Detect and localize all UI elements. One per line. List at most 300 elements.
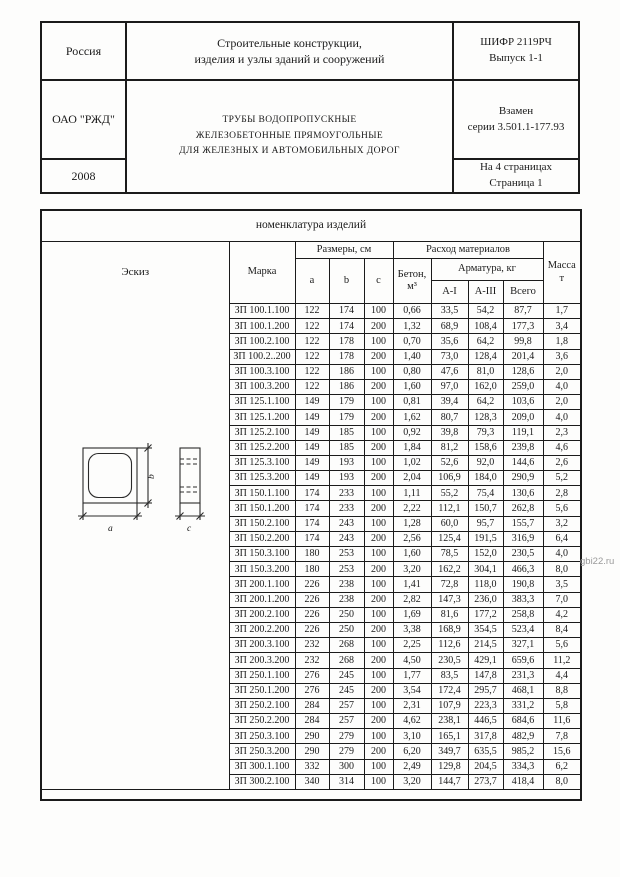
value-cell: 273,7	[468, 774, 503, 789]
col-header-b: b	[329, 259, 364, 304]
value-cell: 122	[295, 379, 329, 394]
value-cell: 149	[295, 455, 329, 470]
value-cell: 128,6	[503, 364, 543, 379]
value-cell: 243	[329, 531, 364, 546]
mark-cell: ЗП 125.1.200	[229, 410, 295, 425]
value-cell: 5,8	[543, 698, 581, 713]
value-cell: 147,8	[468, 668, 503, 683]
value-cell: 122	[295, 304, 329, 319]
value-cell: 1,02	[393, 455, 431, 470]
value-cell: 11,2	[543, 653, 581, 668]
value-cell: 200	[364, 744, 393, 759]
col-header-concrete	[393, 259, 431, 304]
value-cell: 214,5	[468, 638, 503, 653]
value-cell: 122	[295, 334, 329, 349]
value-cell: 165,1	[431, 729, 468, 744]
value-cell: 523,4	[503, 622, 543, 637]
value-cell: 200	[364, 622, 393, 637]
concrete-line2: м³	[407, 281, 417, 292]
mass-line2: т	[559, 272, 565, 284]
value-cell: 1,7	[543, 304, 581, 319]
value-cell: 35,6	[431, 334, 468, 349]
value-cell: 92,0	[468, 455, 503, 470]
value-cell: 2,82	[393, 592, 431, 607]
value-cell: 47,6	[431, 364, 468, 379]
value-cell: 2,56	[393, 531, 431, 546]
value-cell: 635,5	[468, 744, 503, 759]
value-cell: 314	[329, 774, 364, 789]
value-cell: 100	[364, 638, 393, 653]
document-title-cell	[126, 80, 453, 193]
value-cell: 200	[364, 349, 393, 364]
value-cell: 177,3	[503, 319, 543, 334]
value-cell: 4,62	[393, 714, 431, 729]
value-cell: 4,6	[543, 440, 581, 455]
mass-line1: Масса	[547, 260, 576, 272]
value-cell: 100	[364, 486, 393, 501]
value-cell: 200	[364, 440, 393, 455]
value-cell: 200	[364, 471, 393, 486]
value-cell: 100	[364, 607, 393, 622]
col-header-c: c	[364, 259, 393, 304]
value-cell: 250	[329, 622, 364, 637]
mark-cell: ЗП 125.3.200	[229, 471, 295, 486]
value-cell: 108,4	[468, 319, 503, 334]
value-cell: 2,8	[543, 486, 581, 501]
value-cell: 349,7	[431, 744, 468, 759]
value-cell: 340	[295, 774, 329, 789]
value-cell: 174	[329, 319, 364, 334]
value-cell: 253	[329, 547, 364, 562]
year-label: 2008	[71, 168, 96, 183]
value-cell: 39,4	[431, 395, 468, 410]
value-cell: 128,4	[468, 349, 503, 364]
value-cell: 4,50	[393, 653, 431, 668]
value-cell: 268	[329, 653, 364, 668]
replaces-cell	[453, 80, 579, 159]
value-cell: 11,6	[543, 714, 581, 729]
value-cell: 52,6	[431, 455, 468, 470]
nomenclature-table	[40, 209, 582, 801]
sketch-column-header: Эскиз	[121, 266, 150, 278]
value-cell: 184,0	[468, 471, 503, 486]
value-cell: 119,1	[503, 425, 543, 440]
value-cell: 144,6	[503, 455, 543, 470]
country-cell	[41, 22, 126, 80]
value-cell: 64,2	[468, 334, 503, 349]
value-cell: 0,70	[393, 334, 431, 349]
mark-cell: ЗП 300.2.100	[229, 774, 295, 789]
value-cell: 226	[295, 592, 329, 607]
value-cell: 100	[364, 455, 393, 470]
mark-cell: ЗП 300.1.100	[229, 759, 295, 774]
mark-cell: ЗП 150.3.100	[229, 547, 295, 562]
value-cell: 268	[329, 638, 364, 653]
value-cell: 180	[295, 547, 329, 562]
value-cell: 100	[364, 698, 393, 713]
document-title-line3: ДЛЯ ЖЕЛЕЗНЫХ И АВТОМОБИЛЬНЫХ ДОРОГ	[179, 146, 400, 157]
pages-line1: На 4 страницах	[479, 161, 553, 173]
mark-cell: ЗП 250.1.100	[229, 668, 295, 683]
section-title: номенклатура изделий	[41, 210, 581, 242]
value-cell: 179	[329, 395, 364, 410]
value-cell: 245	[329, 683, 364, 698]
value-cell: 200	[364, 410, 393, 425]
footer-empty-strip	[41, 790, 581, 801]
value-cell: 0,80	[393, 364, 431, 379]
table-body	[41, 210, 581, 790]
value-cell: 81,6	[431, 607, 468, 622]
value-cell: 15,6	[543, 744, 581, 759]
mark-cell: ЗП 200.3.100	[229, 638, 295, 653]
value-cell: 236,0	[468, 592, 503, 607]
value-cell: 179	[329, 410, 364, 425]
value-cell: 191,5	[468, 531, 503, 546]
title-block	[40, 21, 580, 194]
mark-cell: ЗП 100.2.100	[229, 334, 295, 349]
value-cell: 168,9	[431, 622, 468, 637]
value-cell: 162,0	[468, 379, 503, 394]
value-cell: 1,40	[393, 349, 431, 364]
value-cell: 5,2	[543, 471, 581, 486]
value-cell: 446,5	[468, 714, 503, 729]
value-cell: 147,3	[431, 592, 468, 607]
value-cell: 149	[295, 425, 329, 440]
value-cell: 103,6	[503, 395, 543, 410]
value-cell: 418,4	[503, 774, 543, 789]
mark-cell: ЗП 200.2.200	[229, 622, 295, 637]
value-cell: 186	[329, 379, 364, 394]
mark-cell: ЗП 100.3.100	[229, 364, 295, 379]
value-cell: 95,7	[468, 516, 503, 531]
value-cell: 383,3	[503, 592, 543, 607]
mark-cell: ЗП 150.3.200	[229, 562, 295, 577]
value-cell: 4,2	[543, 607, 581, 622]
col-header-a: a	[295, 259, 329, 304]
mark-cell: ЗП 250.3.200	[229, 744, 295, 759]
value-cell: 178	[329, 349, 364, 364]
value-cell: 7,0	[543, 592, 581, 607]
pipe-sketch-drawing	[70, 436, 215, 548]
value-cell: 250	[329, 607, 364, 622]
value-cell: 200	[364, 562, 393, 577]
value-cell: 238,1	[431, 714, 468, 729]
category-line2: изделия и узлы зданий и сооружений	[194, 52, 385, 66]
mark-cell: ЗП 250.2.200	[229, 714, 295, 729]
value-cell: 232	[295, 653, 329, 668]
value-cell: 75,4	[468, 486, 503, 501]
value-cell: 190,8	[503, 577, 543, 592]
value-cell: 73,0	[431, 349, 468, 364]
mark-cell: ЗП 200.1.200	[229, 592, 295, 607]
dim-label-b: b	[147, 474, 157, 479]
value-cell: 186	[329, 364, 364, 379]
site-watermark: gbi22.ru	[580, 556, 615, 567]
value-cell: 3,2	[543, 516, 581, 531]
value-cell: 3,54	[393, 683, 431, 698]
value-cell: 112,6	[431, 638, 468, 653]
value-cell: 6,20	[393, 744, 431, 759]
value-cell: 100	[364, 729, 393, 744]
value-cell: 245	[329, 668, 364, 683]
value-cell: 279	[329, 744, 364, 759]
value-cell: 238	[329, 592, 364, 607]
category-line1: Строительные конструкции,	[217, 35, 362, 50]
org-label: ОАО "РЖД"	[52, 112, 115, 127]
cipher-line1: ШИФР 2119РЧ	[480, 36, 552, 49]
value-cell: 4,0	[543, 410, 581, 425]
mark-cell: ЗП 150.1.100	[229, 486, 295, 501]
value-cell: 39,8	[431, 425, 468, 440]
value-cell: 150,7	[468, 501, 503, 516]
value-cell: 1,60	[393, 547, 431, 562]
value-cell: 100	[364, 547, 393, 562]
value-cell: 193	[329, 455, 364, 470]
col-header-rebar-total: Всего	[503, 281, 543, 304]
value-cell: 200	[364, 683, 393, 698]
value-cell: 295,7	[468, 683, 503, 698]
value-cell: 100	[364, 334, 393, 349]
value-cell: 174	[329, 304, 364, 319]
col-header-mass	[543, 242, 581, 304]
value-cell: 659,6	[503, 653, 543, 668]
value-cell: 174	[295, 531, 329, 546]
value-cell: 130,6	[503, 486, 543, 501]
value-cell: 233	[329, 501, 364, 516]
value-cell: 100	[364, 304, 393, 319]
mark-cell: ЗП 100.2..200	[229, 349, 295, 364]
value-cell: 200	[364, 653, 393, 668]
value-cell: 8,0	[543, 774, 581, 789]
value-cell: 258,8	[503, 607, 543, 622]
mark-cell: ЗП 200.2.100	[229, 607, 295, 622]
value-cell: 3,10	[393, 729, 431, 744]
value-cell: 257	[329, 698, 364, 713]
value-cell: 185	[329, 440, 364, 455]
mark-cell: ЗП 125.3.100	[229, 455, 295, 470]
value-cell: 100	[364, 759, 393, 774]
value-cell: 99,8	[503, 334, 543, 349]
value-cell: 332	[295, 759, 329, 774]
value-cell: 5,6	[543, 501, 581, 516]
value-cell: 118,0	[468, 577, 503, 592]
value-cell: 79,3	[468, 425, 503, 440]
value-cell: 684,6	[503, 714, 543, 729]
value-cell: 468,1	[503, 683, 543, 698]
value-cell: 239,8	[503, 440, 543, 455]
value-cell: 100	[364, 425, 393, 440]
value-cell: 87,7	[503, 304, 543, 319]
value-cell: 1,11	[393, 486, 431, 501]
value-cell: 276	[295, 683, 329, 698]
value-cell: 2,31	[393, 698, 431, 713]
value-cell: 144,7	[431, 774, 468, 789]
value-cell: 204,5	[468, 759, 503, 774]
value-cell: 193	[329, 471, 364, 486]
mark-cell: ЗП 200.1.100	[229, 577, 295, 592]
value-cell: 6,4	[543, 531, 581, 546]
value-cell: 232	[295, 638, 329, 653]
value-cell: 482,9	[503, 729, 543, 744]
mark-cell: ЗП 150.2.200	[229, 531, 295, 546]
value-cell: 174	[295, 501, 329, 516]
value-cell: 81,0	[468, 364, 503, 379]
value-cell: 4,0	[543, 547, 581, 562]
col-header-rebar-a1: А-I	[431, 281, 468, 304]
mark-cell: ЗП 125.1.100	[229, 395, 295, 410]
value-cell: 8,8	[543, 683, 581, 698]
value-cell: 33,5	[431, 304, 468, 319]
value-cell: 1,77	[393, 668, 431, 683]
value-cell: 122	[295, 364, 329, 379]
value-cell: 290	[295, 744, 329, 759]
value-cell: 230,5	[431, 653, 468, 668]
value-cell: 230,5	[503, 547, 543, 562]
value-cell: 284	[295, 714, 329, 729]
value-cell: 68,9	[431, 319, 468, 334]
value-cell: 3,6	[543, 349, 581, 364]
value-cell: 4,4	[543, 668, 581, 683]
value-cell: 231,3	[503, 668, 543, 683]
value-cell: 4,0	[543, 379, 581, 394]
value-cell: 81,2	[431, 440, 468, 455]
value-cell: 8,4	[543, 622, 581, 637]
mark-cell: ЗП 100.3.200	[229, 379, 295, 394]
col-header-rebar: Арматура, кг	[431, 259, 543, 281]
value-cell: 112,1	[431, 501, 468, 516]
col-header-mark: Марка	[229, 242, 295, 304]
value-cell: 149	[295, 395, 329, 410]
value-cell: 331,2	[503, 698, 543, 713]
col-header-dimensions: Размеры, см	[295, 242, 393, 259]
value-cell: 429,1	[468, 653, 503, 668]
value-cell: 209,0	[503, 410, 543, 425]
dim-label-c: c	[187, 524, 192, 534]
value-cell: 2,0	[543, 364, 581, 379]
value-cell: 155,7	[503, 516, 543, 531]
value-cell: 284	[295, 698, 329, 713]
value-cell: 334,3	[503, 759, 543, 774]
concrete-line1: Бетон,	[397, 268, 427, 280]
col-header-materials: Расход материалов	[393, 242, 543, 259]
value-cell: 290,9	[503, 471, 543, 486]
value-cell: 0,66	[393, 304, 431, 319]
value-cell: 128,3	[468, 410, 503, 425]
value-cell: 54,2	[468, 304, 503, 319]
value-cell: 304,1	[468, 562, 503, 577]
value-cell: 223,3	[468, 698, 503, 713]
value-cell: 7,8	[543, 729, 581, 744]
value-cell: 0,92	[393, 425, 431, 440]
mark-cell: ЗП 250.3.100	[229, 729, 295, 744]
dim-label-a: a	[108, 524, 113, 534]
cipher-cell	[453, 22, 579, 80]
value-cell: 200	[364, 379, 393, 394]
value-cell: 2,04	[393, 471, 431, 486]
value-cell: 257	[329, 714, 364, 729]
mark-cell: ЗП 250.1.200	[229, 683, 295, 698]
value-cell: 8,0	[543, 562, 581, 577]
value-cell: 3,20	[393, 562, 431, 577]
pipe-side-outline	[180, 448, 200, 503]
value-cell: 1,8	[543, 334, 581, 349]
value-cell: 60,0	[431, 516, 468, 531]
value-cell: 300	[329, 759, 364, 774]
cipher-line2: Выпуск 1-1	[489, 52, 543, 64]
value-cell: 2,49	[393, 759, 431, 774]
value-cell: 100	[364, 395, 393, 410]
value-cell: 152,0	[468, 547, 503, 562]
pages-line2: Страница 1	[489, 176, 543, 189]
value-cell: 200	[364, 501, 393, 516]
value-cell: 1,62	[393, 410, 431, 425]
mark-cell: ЗП 100.1.200	[229, 319, 295, 334]
value-cell: 6,2	[543, 759, 581, 774]
col-header-rebar-a3: А-III	[468, 281, 503, 304]
value-cell: 5,6	[543, 638, 581, 653]
value-cell: 1,69	[393, 607, 431, 622]
value-cell: 3,20	[393, 774, 431, 789]
value-cell: 2,25	[393, 638, 431, 653]
pipe-inner-opening	[89, 454, 132, 498]
value-cell: 200	[364, 592, 393, 607]
category-cell	[126, 22, 453, 80]
value-cell: 200	[364, 714, 393, 729]
value-cell: 72,8	[431, 577, 468, 592]
value-cell: 100	[364, 774, 393, 789]
value-cell: 201,4	[503, 349, 543, 364]
value-cell: 253	[329, 562, 364, 577]
mark-cell: ЗП 125.2.100	[229, 425, 295, 440]
value-cell: 100	[364, 668, 393, 683]
value-cell: 180	[295, 562, 329, 577]
value-cell: 3,4	[543, 319, 581, 334]
value-cell: 177,2	[468, 607, 503, 622]
value-cell: 1,41	[393, 577, 431, 592]
value-cell: 276	[295, 668, 329, 683]
value-cell: 125,4	[431, 531, 468, 546]
country-label: Россия	[65, 43, 102, 58]
value-cell: 3,38	[393, 622, 431, 637]
mark-cell: ЗП 125.2.200	[229, 440, 295, 455]
document-title-line1: ТРУБЫ ВОДОПРОПУСКНЫЕ	[222, 114, 357, 125]
value-cell: 129,8	[431, 759, 468, 774]
value-cell: 64,2	[468, 395, 503, 410]
value-cell: 2,3	[543, 425, 581, 440]
table-footer	[41, 790, 581, 801]
value-cell: 2,22	[393, 501, 431, 516]
value-cell: 97,0	[431, 379, 468, 394]
mark-cell: ЗП 200.3.200	[229, 653, 295, 668]
value-cell: 2,6	[543, 455, 581, 470]
document-title-line2: ЖЕЛЕЗОБЕТОННЫЕ ПРЯМОУГОЛЬНЫЕ	[195, 130, 384, 141]
value-cell: 226	[295, 622, 329, 637]
value-cell: 466,3	[503, 562, 543, 577]
value-cell: 2,0	[543, 395, 581, 410]
value-cell: 83,5	[431, 668, 468, 683]
value-cell: 1,32	[393, 319, 431, 334]
value-cell: 243	[329, 516, 364, 531]
value-cell: 149	[295, 410, 329, 425]
value-cell: 317,8	[468, 729, 503, 744]
value-cell: 100	[364, 516, 393, 531]
value-cell: 290	[295, 729, 329, 744]
value-cell: 327,1	[503, 638, 543, 653]
value-cell: 316,9	[503, 531, 543, 546]
value-cell: 985,2	[503, 744, 543, 759]
value-cell: 200	[364, 319, 393, 334]
pages-cell	[453, 159, 579, 193]
